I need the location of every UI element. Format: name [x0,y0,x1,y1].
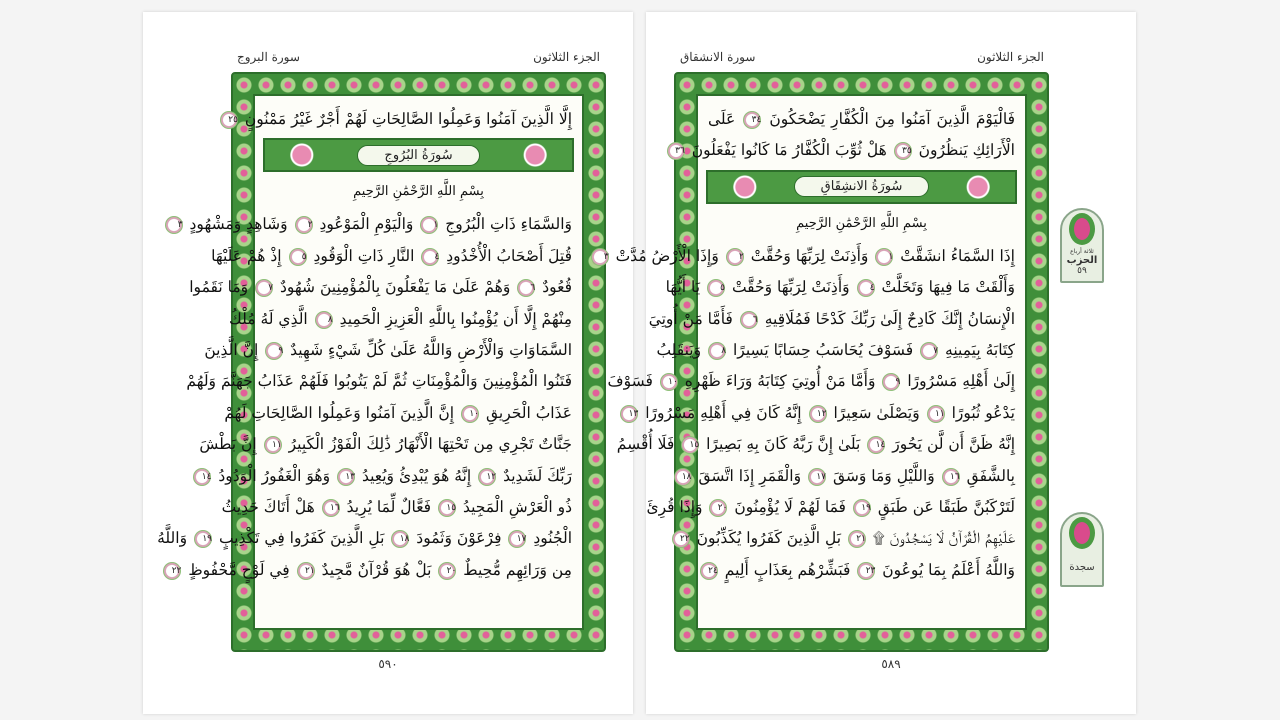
verse-text: إِنَّهُ كَانَ فِي أَهْلِهِ مَسْرُورًا [645,403,802,422]
verse-text: الْجُنُودِ [533,529,572,548]
surah-title: سُورَةُ البُرُوجِ [357,145,479,166]
ayah-number-marker: ٤ [421,248,439,266]
ayah-number-marker: ٢٣ [857,562,875,580]
sajda-marker [1060,512,1104,587]
verse-text: فَبَشِّرْهُم بِعَذَابٍ أَلِيمٍ [724,560,851,579]
verse-line [186,366,572,397]
surah-header: سورة الانشقاق [680,50,756,64]
ayah-number-marker: ٨ [315,311,333,329]
hizb-label: ثلاثة أرباع [1070,248,1094,255]
ayah-number-marker: ٢٤ [700,562,718,580]
verse-text: يَا أَيُّهَا [665,278,701,297]
verse-line [628,398,1015,429]
verse-text: عَلَيْهِمُ الْقُرْآنُ لَا يَسْجُدُونَ ۩ [872,529,1015,548]
ayah-number-marker: ١٥ [681,436,699,454]
verse-line [607,366,1015,397]
verse-text: كِتَابَهُ بِيَمِينِهِ [945,340,1015,359]
verse-text: هَلْ أَتَاكَ حَدِيثُ [221,497,315,516]
verse-line [646,492,1015,523]
ayah-number-marker: ١٦ [942,468,960,486]
ayah-number-marker: ٥ [289,248,307,266]
ayah-number-marker: ٣ [165,216,183,234]
verse-text: بَلِ الَّذِينَ كَفَرُوا يُكَذِّبُونَ [696,529,842,548]
verse-text: فَلَا أُقْسِمُ [616,435,675,454]
surah-title-band [706,170,1017,204]
verse-text: جَنَّاتٌ تَجْرِي مِن تَحْتِهَا الْأَنْهَارُ ذَٰلِكَ الْفَوْزُ الْكَبِيرُ [288,435,572,454]
verse-text: عَلَى [708,110,736,128]
ayah-number-marker: ١ [420,216,438,234]
verse-text: إِنَّهُ ظَنَّ أَن لَّن يَحُورَ [892,435,1015,454]
surah-title: سُورَةُ الانشِقَاقِ [794,176,930,197]
verse-text: السَّمَاوَاتِ وَالْأَرْضِ وَاللَّهُ عَلَىٰ كُلِّ شَيْءٍ شَهِيدٌ [290,340,572,359]
verse-text: وَاللَّهُ أَعْلَمُ بِمَا يُوعُونَ [882,560,1015,579]
verse-text: وَأَلْقَتْ مَا فِيهَا وَتَخَلَّتْ [881,278,1015,297]
verse-text: مِن وَرَائِهِم مُّحِيطٌ [463,560,572,579]
verse-text: فِرْعَوْنَ وَثَمُودَ [416,529,502,548]
ayah-number-marker: ٢٢ [163,562,181,580]
verse-line [171,555,572,586]
verse-text: فَالْيَوْمَ الَّذِينَ آمَنُوا مِنَ الْكُفَّارِ يَضْحَكُونَ [769,110,1015,128]
verse-text: فَعَّالٌ لِّمَا يُرِيدُ [346,497,432,516]
ayah-number-marker: ٣٥ [894,142,912,160]
verse-line [201,461,572,492]
verse-text: وَإِذَا قُرِئَ [646,497,703,516]
ayah-number-marker: ٩ [882,373,900,391]
verse-line [648,304,1015,335]
verse-text: إِذْ هُمْ عَلَيْهَا [211,246,282,265]
ayah-number-marker: ١٥ [438,499,456,517]
verse-line [616,429,1015,460]
verse-text: قُتِلَ أَصْحَابُ الْأُخْدُودِ [446,246,572,265]
verse-line [224,398,572,429]
verse-text: مِنْهُمْ إِلَّا أَن يُؤْمِنُوا بِاللَّهِ الْعَزِيزِ الْحَمِيدِ [339,309,572,328]
ornamental-frame [603,72,1049,652]
verse-line [221,492,572,523]
page-590 [143,12,633,714]
ayah-number-marker: ١٦ [322,499,340,517]
sajda-label: سجدة [1069,562,1095,573]
ayah-number-marker: ١٠ [660,373,678,391]
verse-line [229,304,572,335]
ayah-number-marker: ٩ [265,342,283,360]
ayah-number-marker: ١٢ [809,405,827,423]
ayah-number-marker: ١٨ [674,468,692,486]
verse-text: ذُو الْعَرْشِ الْمَجِيدُ [462,497,572,516]
ayah-number-marker: ١٢ [478,468,496,486]
verse-text: لَتَرْكَبُنَّ طَبَقًا عَن طَبَقٍ [877,497,1015,516]
ayah-number-marker: ٢٥ [220,111,238,129]
verse-text: وَاللَّهُ [157,529,188,548]
ayah-number-marker: ٦ [517,279,535,297]
verse-text: وَإِذَا الْأَرْضُ مُدَّتْ [615,246,719,265]
ayah-number-marker: ٣٤ [743,111,761,129]
ayah-number-marker: ١٣ [337,468,355,486]
verse-text: وَالْقَمَرِ إِذَا اتَّسَقَ [698,466,802,485]
verse-text: فَأَمَّا مَنْ أُوتِيَ [648,309,733,328]
hizb-word: الحزب [1066,255,1098,266]
juz-header: الجزء الثلاثون [977,50,1044,64]
ayah-number-marker: ١١ [264,436,282,454]
hizb-marker [1060,208,1104,283]
verse-text: وَالْيَوْمِ الْمَوْعُودِ [319,215,414,234]
juz-header: الجزء الثلاثون [533,50,600,64]
verse-text: وَاللَّيْلِ وَمَا وَسَقَ [832,466,935,485]
verse-text: وَأَمَّا مَنْ أُوتِيَ كِتَابَهُ وَرَاءَ ظَهْرِهِ [684,372,876,391]
verse-text: عَذَابُ الْحَرِيقِ [485,403,572,422]
verse-text: إِذَا السَّمَاءُ انشَقَّتْ [900,246,1015,265]
ayah-number-marker: ٦ [740,311,758,329]
verse-text: النَّارِ ذَاتِ الْوَقُودِ [313,246,415,265]
ayah-number-marker: ١٨ [391,530,409,548]
verse-text: رَبِّكَ لَشَدِيدٌ [503,466,572,485]
verse-line [189,272,572,303]
verse-line [656,335,1015,366]
verse-text: إِلَىٰ أَهْلِهِ مَسْرُورًا [907,372,1015,391]
verse-text: فَسَوْفَ [607,372,653,391]
ayah-number-marker: ٣٦ [667,142,685,160]
verse-text: فِي لَوْحٍ مَّحْفُوظٍ [188,560,290,579]
verse-line [199,429,572,460]
verse-text: وَأَذِنَتْ لِرَبِّهَا وَحُقَّتْ [731,278,850,297]
verse-line [680,523,1015,554]
verse-text: بَلِ الَّذِينَ كَفَرُوا فِي تَكْذِيبٍ [218,529,385,548]
verse-text: فَتَنُوا الْمُؤْمِنِينَ وَالْمُؤْمِنَاتِ ثُمَّ لَمْ يَتُوبُوا فَلَهُمْ عَذَابُ جَهَنَّمَ وَلَهُمْ [186,372,572,391]
ayah-number-marker: ٨ [708,342,726,360]
ayah-number-marker: ٧ [255,279,273,297]
verse-text: الْإِنسَانُ إِنَّكَ كَادِحٌ إِلَىٰ رَبِّكَ كَدْحًا فَمُلَاقِيهِ [764,309,1015,328]
ayah-number-marker: ٢١ [297,562,315,580]
verse-text: بَلْ هُوَ قُرْآنٌ مَّجِيدٌ [321,560,432,579]
ayah-number-marker: ٣ [591,248,609,266]
text-area [603,94,1027,630]
verse-text: وَالسَّمَاءِ ذَاتِ الْبُرُوجِ [445,215,572,234]
verse-text: الْأَرَائِكِ يَنظُرُونَ [918,141,1015,160]
page-number: ٥٩٠ [378,657,398,671]
verse-line [177,209,572,240]
verse-text: بِالشَّفَقِ [966,466,1015,485]
ayah-number-marker: ٢١ [848,530,866,548]
verse-line [603,241,1015,272]
verse-text: إِلَّا الَّذِينَ آمَنُوا وَعَمِلُوا الصَّالِحَاتِ لَهُمْ أَجْرٌ غَيْرُ مَمْنُونٍ [244,110,572,128]
verse-text: إِنَّهُ هُوَ يُبْدِئُ وَيُعِيدُ [361,466,472,485]
surah-header: سورة البروج [237,50,300,64]
verse-text: فَمَا لَهُمْ لَا يُؤْمِنُونَ [734,497,846,516]
ayah-number-marker: ١ [875,248,893,266]
ayah-number-marker: ١٣ [620,405,638,423]
ayah-number-marker: ١٤ [193,468,211,486]
ayah-number-marker: ١٤ [867,436,885,454]
ayah-number-marker: ١٩ [853,499,871,517]
verse-text: وَشَاهِدٍ وَمَشْهُودٍ [189,215,288,234]
page-589 [603,12,1136,714]
ayah-number-marker: ٢٠ [438,562,456,580]
ayah-number-marker: ٢٠ [709,499,727,517]
verse-line [157,523,572,554]
ornamental-frame [157,72,606,652]
ayah-number-marker: ١٧ [808,468,826,486]
basmala: بِسْمِ اللَّهِ الرَّحْمَٰنِ الرَّحِيمِ [353,184,484,200]
basmala: بِسْمِ اللَّهِ الرَّحْمَٰنِ الرَّحِيمِ [796,215,927,231]
ayah-number-marker: ٤ [857,279,875,297]
ayah-number-marker: ١٠ [461,405,479,423]
ayah-number-marker: ٥ [707,279,725,297]
ayah-number-marker: ٢٢ [672,530,690,548]
ayah-number-marker: ٢ [295,216,313,234]
verse-text: إِنَّ بَطْشَ [199,435,257,454]
ayah-number-marker: ٧ [920,342,938,360]
verse-text: وَهُوَ الْغَفُورُ الْوَدُودُ [218,466,331,485]
verse-text: فَسَوْفَ يُحَاسَبُ حِسَابًا يَسِيرًا [732,340,914,359]
verse-text: وَهُمْ عَلَىٰ مَا يَفْعَلُونَ بِالْمُؤْمِنِينَ شُهُودٌ [280,278,511,297]
verse-text: هَلْ ثُوِّبَ الْكُفَّارُ مَا كَانُوا يَفْعَلُونَ [691,141,887,160]
text-area [157,94,584,630]
verse-text: الَّذِي لَهُ مُلْكُ [229,309,308,328]
ayah-number-marker: ١٧ [508,530,526,548]
verse-text: قُعُودٌ [542,278,572,297]
ayah-number-marker: ٢ [726,248,744,266]
ayah-number-marker: ١١ [927,405,945,423]
verse-line [665,272,1015,303]
verse-text: إِنَّ الَّذِينَ آمَنُوا وَعَمِلُوا الصَّالِحَاتِ لَهُمْ [224,403,455,422]
ayah-number-marker: ١٩ [194,530,212,548]
verse-text: وَيَصْلَىٰ سَعِيرًا [833,403,920,422]
verse-line [675,135,1015,166]
verse-line [204,335,572,366]
verse-line [211,241,572,272]
verse-text: وَمَا نَقَمُوا [189,278,249,297]
verse-line [228,104,572,135]
page-number: ٥٨٩ [881,657,901,671]
verse-text: وَأَذِنَتْ لِرَبِّهَا وَحُقَّتْ [750,246,869,265]
verse-line [708,555,1015,586]
verse-line [708,104,1015,135]
hizb-number: ٥٩ [1077,266,1087,276]
verse-text: بَلَىٰ إِنَّ رَبَّهُ كَانَ بِهِ بَصِيرًا [706,435,861,454]
verse-text: إِنَّ الَّذِينَ [204,340,259,359]
verse-line [681,461,1015,492]
verse-text: يَدْعُو ثُبُورًا [951,403,1015,422]
surah-title-band [263,138,574,172]
verse-text: وَيَنقَلِبُ [656,340,702,359]
